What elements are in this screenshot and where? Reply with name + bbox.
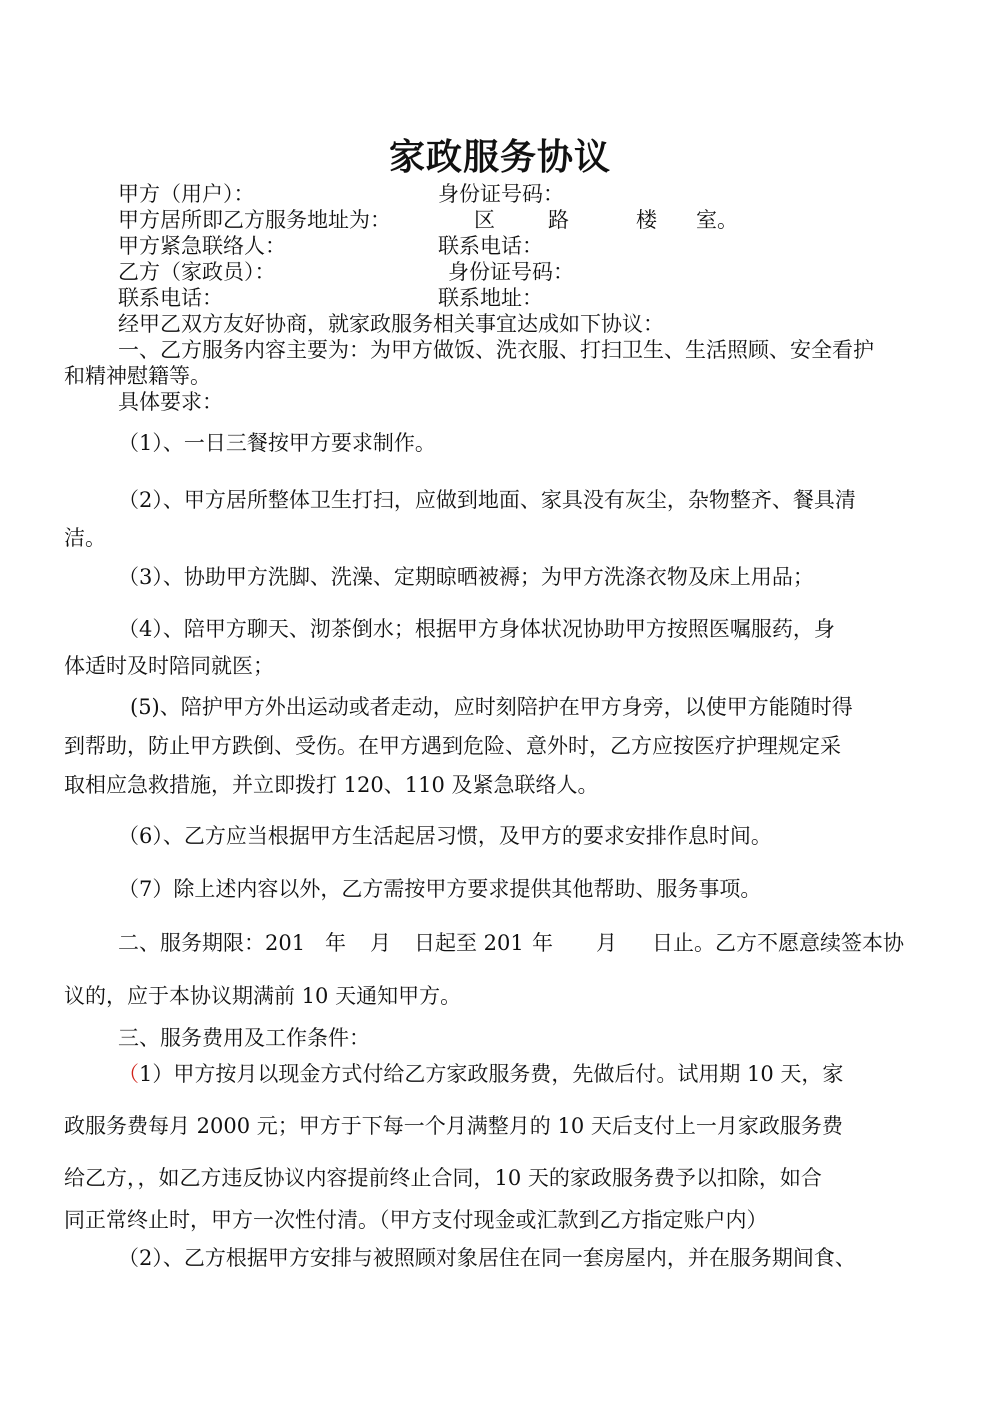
address-label: 甲方居所即乙方服务地址为：: [118, 208, 391, 232]
section2-year-1: 年: [325, 931, 346, 955]
section2-day-start: 日起至 201: [414, 931, 524, 955]
section2-month-1: 月: [370, 931, 391, 955]
section2-year-2: 年: [532, 931, 553, 955]
section2-month-2: 月: [596, 931, 617, 955]
requirement-item-3: （3）、协助甲方洗脚、洗澡、定期晾晒被褥；为甲方洗涤衣物及床上用品；: [118, 565, 814, 589]
requirement-item-5-line3: 取相应急救措施，并立即拨打 120、110 及紧急联络人。: [64, 773, 599, 797]
section2-day-end: 日止。乙方不愿意续签本协: [652, 931, 904, 955]
id-b-label: 身份证号码：: [448, 260, 574, 284]
section2-term-start: 二、服务期限：201: [118, 931, 306, 955]
section1-requirements-label: 具体要求：: [118, 390, 223, 414]
address-lou: 楼: [636, 208, 657, 232]
requirement-item-2-line1: （2）、甲方居所整体卫生打扫，应做到地面、家具没有灰尘，杂物整齐、餐具清: [118, 488, 856, 512]
document-title: 家政服务协议: [388, 137, 611, 178]
section3-item1-paren: （: [118, 1062, 139, 1086]
intro-paragraph: 经甲乙双方友好协商，就家政服务相关事宜达成如下协议：: [118, 312, 664, 336]
address-lu: 路: [548, 208, 569, 232]
section3-item1-line3: 给乙方，，如乙方违反协议内容提前终止合同，10 天的家政服务费予以扣除，如合: [64, 1166, 822, 1190]
section3-item1-line2: 政服务费每月 2000 元；甲方于下每一个月满整月的 10 天后支付上一月家政服务费: [64, 1114, 843, 1138]
requirement-item-4-line1: （4）、陪甲方聊天、沏茶倒水；根据甲方身体状况协助甲方按照医嘱服药，身: [118, 617, 835, 641]
id-a-label: 身份证号码：: [438, 182, 564, 206]
address-qu: 区: [474, 208, 495, 232]
section1-line2: 和精神慰籍等。: [64, 364, 211, 388]
emergency-contact-label: 甲方紧急联络人：: [118, 234, 286, 258]
requirement-item-2-line2: 洁。: [64, 526, 106, 550]
requirement-item-1: （1）、一日三餐按甲方要求制作。: [118, 431, 436, 455]
phone-a-label: 联系电话：: [438, 234, 543, 258]
requirement-item-6: （6）、乙方应当根据甲方生活起居习惯，及甲方的要求安排作息时间。: [118, 824, 772, 848]
party-b-label: 乙方（家政员）：: [118, 260, 276, 284]
address-b-label: 联系地址：: [438, 286, 543, 310]
section3-heading: 三、服务费用及工作条件：: [118, 1026, 370, 1050]
party-a-label: 甲方（用户）：: [118, 182, 255, 206]
requirement-item-5-line1: (5)、陪护甲方外出运动或者走动，应时刻陪护在甲方身旁，以使甲方能随时得: [130, 695, 853, 719]
phone-b-label: 联系电话：: [118, 286, 223, 310]
section1-line1: 一、乙方服务内容主要为：为甲方做饭、洗衣服、打扫卫生、生活照顾、安全看护: [118, 338, 874, 362]
section2-line2: 议的，应于本协议期满前 10 天通知甲方。: [64, 984, 462, 1008]
requirement-item-7: （7）除上述内容以外，乙方需按甲方要求提供其他帮助、服务事项。: [118, 877, 762, 901]
requirement-item-5-line2: 到帮助，防止甲方跌倒、受伤。在甲方遇到危险、意外时，乙方应按医疗护理规定采: [64, 734, 841, 758]
section3-item1-line4: 同正常终止时，甲方一次性付清。（甲方支付现金或汇款到乙方指定账户内）: [64, 1208, 768, 1232]
section3-item1-line1: 1）甲方按月以现金方式付给乙方家政服务费，先做后付。试用期 10 天，家: [139, 1062, 844, 1086]
requirement-item-4-line2: 体适时及时陪同就医；: [64, 654, 274, 678]
section3-item2: （2）、乙方根据甲方安排与被照顾对象居住在同一套房屋内，并在服务期间食、: [118, 1246, 856, 1270]
address-shi: 室。: [696, 208, 738, 232]
